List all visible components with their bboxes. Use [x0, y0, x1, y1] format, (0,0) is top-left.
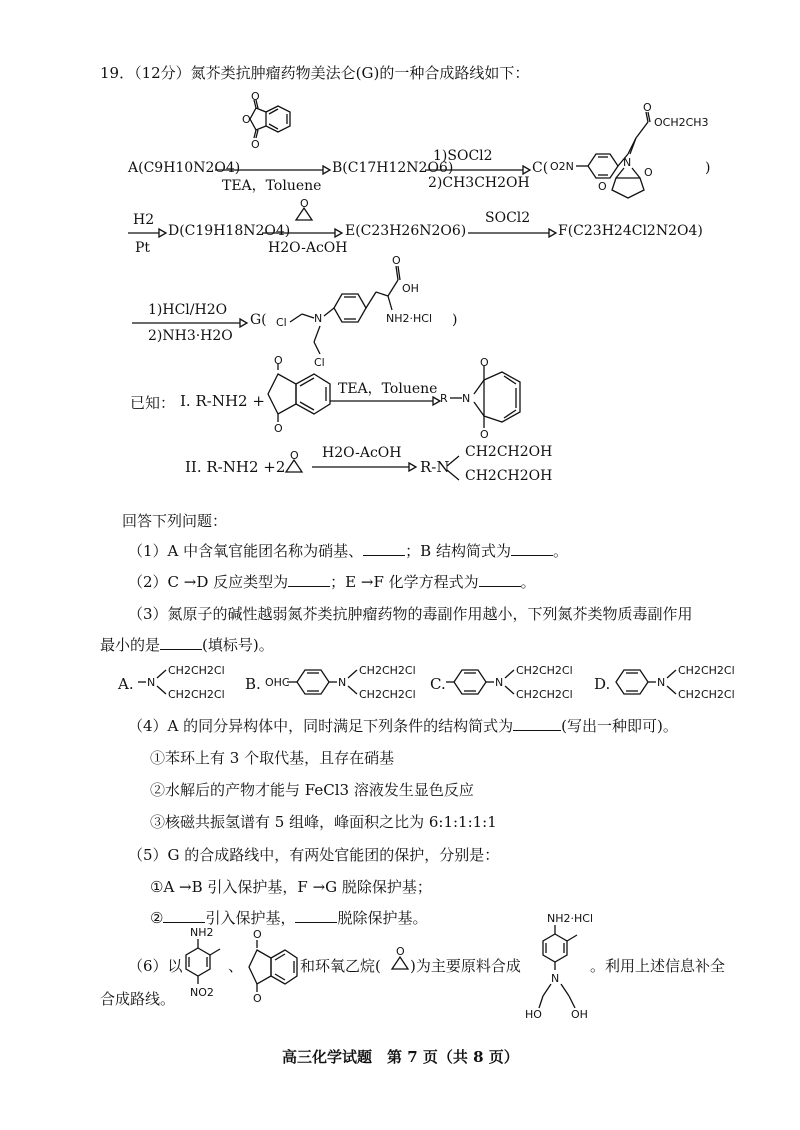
q6-c: 和环氧乙烷( — [300, 957, 381, 975]
q6-target-oh: OH — [571, 1008, 588, 1021]
phthalic-anhydride-reagent — [228, 90, 308, 158]
q6-e: 。利用上述信息补全 — [590, 957, 726, 975]
compound-c-prefix: C( — [532, 160, 549, 176]
svg-text:O: O — [253, 992, 262, 1005]
q5-blank-1[interactable] — [163, 922, 205, 923]
svg-text:O: O — [290, 449, 299, 462]
svg-text:O: O — [480, 428, 489, 441]
q1-blank-2[interactable] — [511, 555, 553, 556]
svg-text:N: N — [147, 676, 156, 689]
known-r2-cond: H2O-AcOH — [322, 445, 402, 461]
cond-d-e: H2O-AcOH — [268, 240, 348, 256]
compound-e: E(C23H26N2O6) — [345, 223, 467, 239]
q6-line2: 合成路线。 — [100, 990, 176, 1008]
q5-item-1: ①A →B 引入保护基，F →G 脱除保护基； — [150, 878, 432, 896]
g-n: N — [314, 312, 323, 325]
ester-label: OCH2CH3 — [654, 116, 709, 129]
option-c-structure — [446, 660, 576, 704]
option-d-arm1: CH2CH2Cl — [678, 664, 735, 677]
svg-text:O: O — [396, 945, 405, 958]
svg-text:O: O — [253, 928, 262, 941]
svg-text:O: O — [274, 422, 283, 435]
epoxide-reagent-1 — [292, 197, 316, 224]
known-r1-cond: TEA，Toluene — [338, 381, 438, 397]
compound-b: B(C17H12N2O6) — [332, 160, 454, 176]
svg-text:O: O — [598, 180, 607, 193]
svg-text:O: O — [644, 166, 653, 179]
option-b-ohc: OHC — [265, 676, 290, 689]
structure-g — [268, 252, 448, 370]
svg-text:N: N — [338, 676, 347, 689]
phthalimide-n: N — [623, 156, 632, 169]
known-label: 已知： — [130, 394, 176, 412]
cond-c-d-top: H2 — [133, 212, 155, 228]
option-b-structure — [265, 660, 415, 704]
compound-g-prefix: G( — [250, 312, 267, 328]
structure-c — [550, 101, 710, 198]
q2-blank-1[interactable] — [288, 586, 330, 587]
svg-text:O: O — [274, 354, 283, 367]
known-r2-arm2: CH2CH2OH — [465, 468, 553, 484]
epoxide-reagent-2 — [282, 450, 306, 476]
page-footer: 高三化学试题 第 7 页（共 8 页） — [282, 1048, 519, 1066]
q6-target-nh2hcl: NH2·HCl — [547, 912, 594, 925]
q4-condition-3: ③核磁共振氢谱有 5 组峰，峰面积之比为 6:1:1:1:1 — [150, 813, 497, 831]
svg-text:O: O — [251, 138, 260, 151]
compound-a: A(C9H10N2O4) — [128, 160, 241, 176]
svg-text:O: O — [300, 197, 309, 210]
q6-no2: NO2 — [190, 986, 214, 999]
known-r1-left: I. R-NH2 + — [180, 392, 265, 410]
known-r2-arm1: CH2CH2OH — [465, 444, 553, 460]
known-r2-right: R-N — [420, 458, 450, 476]
cond-f-g-2: 2)NH3·H2O — [148, 328, 233, 344]
arrow-c-d — [128, 228, 166, 238]
compound-f: F(C23H24Cl2N2O4) — [558, 223, 703, 239]
cond-e-f: SOCl2 — [485, 210, 531, 226]
compound-g-suffix: ) — [452, 312, 458, 328]
option-d-arm2: CH2CH2Cl — [678, 688, 735, 701]
q2-blank-2[interactable] — [479, 586, 521, 587]
option-b-label: B. — [245, 675, 261, 693]
arrow-f-g — [132, 318, 247, 328]
option-a-structure — [138, 662, 238, 702]
q4-blank[interactable] — [513, 730, 561, 731]
svg-text:O: O — [480, 356, 489, 369]
known-r1-arrow — [330, 396, 440, 406]
svg-text:N: N — [657, 676, 666, 689]
svg-text:O: O — [392, 254, 401, 267]
q1: （1）A 中含氧官能团名称为硝基、 ；B 结构简式为 。 — [128, 542, 568, 560]
arrow-a-b — [215, 165, 330, 175]
q6-a: （6）以 — [128, 957, 183, 975]
option-b-arm2: CH2CH2Cl — [359, 688, 416, 701]
g-nh2hcl: NH2·HCl — [386, 312, 433, 325]
q6-b: 、 — [228, 957, 244, 975]
anhydride-o: O — [242, 113, 251, 126]
q1-blank-1[interactable] — [363, 555, 405, 556]
arrow-d-e — [262, 228, 342, 238]
q6-nh2: NH2 — [190, 926, 214, 939]
arrow-b-c — [425, 165, 530, 175]
q5: （5）G 的合成路线中，有两处官能团的保护，分别是： — [128, 846, 500, 864]
q3-line2: 最小的是 (填标号)。 — [100, 636, 274, 654]
known-r2-arrow — [312, 462, 416, 472]
q4: （4）A 的同分异构体中，同时满足下列条件的结构简式为 (写出一种即可)。 — [128, 717, 678, 735]
cond-c-d-bottom: Pt — [135, 240, 151, 256]
option-c-arm2: CH2CH2Cl — [516, 688, 573, 701]
cond-f-g-1: 1)HCl/H2O — [148, 302, 228, 318]
arrow-e-f — [468, 228, 556, 238]
cond-a-b: TEA，Toluene — [222, 178, 322, 194]
q6-target-ho: HO — [525, 1008, 542, 1021]
option-c-arm1: CH2CH2Cl — [516, 664, 573, 677]
q2: （2）C →D 反应类型为 ；E →F 化学方程式为 。 — [128, 573, 536, 591]
nitro-label: O2N — [550, 160, 574, 173]
known-phthalimide-product — [440, 358, 540, 440]
option-c-label: C. — [430, 675, 446, 693]
cond-b-c-1: 1)SOCl2 — [433, 148, 493, 164]
svg-text:N: N — [495, 676, 504, 689]
q6-d: )为主要原料合成 — [410, 957, 521, 975]
known-r2-bonds — [447, 448, 467, 488]
svg-text:O: O — [643, 101, 652, 114]
known-r2-left: II. R-NH2 +2 — [185, 458, 286, 476]
question-header: 19．（12分）氮芥类抗肿瘤药物美法仑(G)的一种合成路线如下： — [100, 64, 530, 82]
q5-item-2: ② 引入保护基， 脱除保护基。 — [150, 909, 428, 927]
cond-b-c-2: 2)CH3CH2OH — [428, 175, 530, 191]
svg-text:N: N — [462, 392, 471, 405]
q4-condition-2: ②水解后的产物才能与 FeCl3 溶液发生显色反应 — [150, 781, 474, 799]
option-a-arm1: CH2CH2Cl — [168, 664, 225, 677]
g-cl-1: Cl — [276, 316, 287, 329]
q6-epoxide — [388, 945, 412, 973]
compound-c-suffix: ) — [705, 160, 711, 176]
option-b-arm1: CH2CH2Cl — [359, 664, 416, 677]
q6-target-n: N — [551, 972, 560, 985]
q3-line1: （3）氮原子的碱性越弱氮芥类抗肿瘤药物的毒副作用越小，下列氮芥类物质毒副作用 — [128, 605, 693, 623]
option-d-structure — [612, 660, 742, 704]
known-r: R — [440, 392, 448, 405]
q6-anhydride — [245, 930, 301, 1004]
g-cl-2: Cl — [314, 356, 325, 369]
option-a-arm2: CH2CH2Cl — [168, 688, 225, 701]
q4-condition-1: ①苯环上有 3 个取代基，且存在硝基 — [150, 749, 395, 767]
compound-d: D(C19H18N2O4) — [168, 223, 291, 239]
q5-blank-2[interactable] — [295, 922, 337, 923]
option-d-label: D. — [594, 675, 611, 693]
answer-prompt: 回答下列问题： — [122, 512, 228, 530]
g-oh: OH — [402, 282, 419, 295]
svg-text:O: O — [251, 90, 260, 103]
q3-blank[interactable] — [160, 649, 202, 650]
option-a-label: A. — [118, 675, 134, 693]
